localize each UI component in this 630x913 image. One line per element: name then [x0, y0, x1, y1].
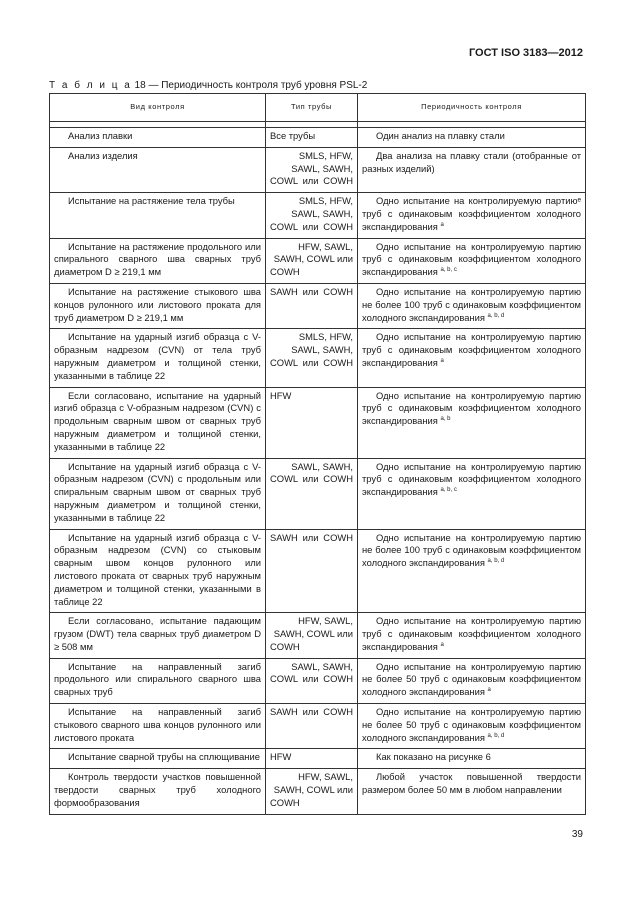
- frequency-cell: [358, 238, 586, 283]
- pipe-type-cell: [266, 749, 358, 769]
- inspection-kind-cell-text: Испытание на растяжение тела трубы: [68, 195, 235, 207]
- document-code: ГОСТ ISO 3183—2012: [468, 47, 583, 59]
- frequency-cell-text: Одно испытание на контролируемую партию труб с одинаковым коэффициентом холодного экспандирования: [362, 240, 581, 278]
- inspection-kind-cell-text: Испытание на направленный загиб продольного или спирального сварного шва сварных труб: [54, 660, 261, 698]
- frequency-cell: [358, 329, 586, 387]
- inspection-kind-cell-text: Если согласовано, испытание падающим грузом (DWT) тела сварных труб диаметром D ≥ 508 мм: [54, 615, 261, 652]
- pipe-type-cell: [266, 613, 358, 658]
- inspection-kind-cell: [50, 283, 266, 328]
- frequency-cell: [358, 458, 586, 529]
- pipe-type-cell-text: SMLS, HFW, SAWL, SAWH, COWL или COWH: [270, 195, 353, 232]
- frequency-cell-text: Один анализ на плавку стали: [376, 130, 505, 141]
- pipe-type-cell: [266, 238, 358, 283]
- table-row: [50, 193, 586, 238]
- frequency-cell-text: Одно испытание на контролируемую партию труб с одинаковым коэффициентом холодного экспандирования: [362, 331, 581, 368]
- pipe-type-cell: [266, 283, 358, 328]
- table-row: [50, 749, 586, 769]
- frequency-cell: [358, 147, 586, 192]
- frequency-cell-text: Одно испытание на контролируемую партиюᵉ труб с одинаковым коэффициентом холодного экспандирования: [362, 195, 581, 232]
- footnote-reference: a, b: [440, 416, 451, 423]
- table-row: [50, 329, 586, 387]
- pipe-type-cell-text: SAWH или COWH: [270, 531, 353, 543]
- inspection-kind-cell-text: Испытание на направленный загиб стыкового сварного шва концов рулонного или листового проката: [54, 706, 261, 743]
- frequency-cell: [358, 193, 586, 238]
- table-header-row: [50, 94, 586, 122]
- frequency-cell: [358, 658, 586, 703]
- inspection-kind-cell: [50, 658, 266, 703]
- frequency-cell: [358, 769, 586, 814]
- pipe-type-cell: [266, 529, 358, 613]
- pipe-type-cell-text: SAWL, SAWH, COWL или COWH: [270, 660, 353, 685]
- table-caption: [49, 80, 367, 91]
- table-row: [50, 613, 586, 658]
- table-row: [50, 769, 586, 814]
- pipe-type-cell: [266, 329, 358, 387]
- table-row: [50, 283, 586, 328]
- pipe-type-cell-text: SMLS, HFW, SAWL, SAWH, COWL или COWH: [270, 331, 353, 368]
- pipe-type-cell: [266, 658, 358, 703]
- inspection-kind-cell: [50, 329, 266, 387]
- table-row: [50, 529, 586, 613]
- footnote-reference: a, b, d: [487, 732, 505, 739]
- pipe-type-cell-text: HFW, SAWL, SAWH, COWL или COWH: [270, 240, 353, 278]
- table-row: [50, 458, 586, 529]
- column-header-frequency: Периодичность контроля: [358, 94, 586, 122]
- inspection-kind-cell: [50, 749, 266, 769]
- frequency-cell-text: Одно испытание на контролируемую партию не более 50 труб с одинаковым коэффициентом холодного экспандирования: [362, 706, 581, 743]
- footnote-reference: a, b, c: [440, 487, 457, 493]
- inspection-kind-cell-text: Испытание на растяжение продольного или спирального сварного шва сварных труб диаметром D ≥ 219,1 мм: [54, 240, 261, 278]
- pipe-type-cell: [266, 147, 358, 192]
- frequency-cell-text: Одно испытание на контролируемую партию не более 50 труб с одинаковым коэффициентом холодного экспандирования: [362, 660, 581, 698]
- footnote-reference: a: [440, 221, 444, 228]
- table-row: [50, 238, 586, 283]
- pipe-type-cell-text: SAWH или COWH: [270, 706, 353, 718]
- frequency-cell-text: Любой участок повышенной твердости размером более 50 мм в любом направлении: [362, 771, 581, 796]
- pipe-type-cell-text: HFW, SAWL, SAWH, COWL или COWH: [270, 615, 353, 652]
- inspection-kind-cell: [50, 613, 266, 658]
- frequency-cell-text: Одно испытание на контролируемую партию труб с одинаковым коэффициентом холодного экспандирования: [362, 460, 581, 498]
- footnote-reference: a, b, d: [487, 312, 505, 319]
- frequency-cell: [358, 529, 586, 613]
- table-row: [50, 658, 586, 703]
- inspection-kind-cell: [50, 193, 266, 238]
- footnote-reference: a: [487, 687, 491, 694]
- pipe-type-cell: [266, 769, 358, 814]
- inspection-kind-cell-text: Испытание сварной трубы на сплющивание: [68, 751, 260, 763]
- pipe-type-cell: [266, 458, 358, 529]
- frequency-cell-text: Одно испытание на контролируемую партию труб с одинаковым коэффициентом холодного экспандирования: [362, 615, 581, 652]
- footnote-reference: a, b, c: [440, 267, 457, 274]
- inspection-frequency-table: [49, 93, 586, 815]
- column-header-pipe-type: Тип трубы: [266, 94, 358, 122]
- pipe-type-cell-text: SMLS, HFW, SAWL, SAWH, COWL или COWH: [270, 149, 353, 187]
- inspection-kind-cell-text: Испытание на ударный изгиб образца с V-образным надрезом (CVN) со стыковым сварным швом концов рулонного или листового проката от сварных труб наружным диаметром и толщиной стенки, указанными в таблице 22: [54, 531, 261, 607]
- inspection-kind-cell-text: Анализ плавки: [68, 130, 133, 141]
- inspection-kind-cell-text: Контроль твердости участков повышенной твердости сварных труб холодного формообразования: [54, 771, 261, 808]
- pipe-type-cell-text: SAWL, SAWH, COWL или COWH: [270, 460, 353, 485]
- inspection-kind-cell: [50, 529, 266, 613]
- pipe-type-cell: [266, 387, 358, 458]
- pipe-type-cell-text: HFW: [270, 389, 292, 401]
- pipe-type-cell-text: HFW: [270, 751, 292, 763]
- frequency-cell-text: Одно испытание на контролируемую партию труб с одинаковым коэффициентом холодного экспандирования: [362, 389, 581, 427]
- table-body: [50, 128, 586, 815]
- table-row: [50, 704, 586, 749]
- pipe-type-cell-text: HFW, SAWL, SAWH, COWL или COWH: [270, 771, 353, 808]
- pipe-type-cell: [266, 128, 358, 148]
- inspection-kind-cell: [50, 147, 266, 192]
- pipe-type-cell-text: Все трубы: [270, 130, 316, 141]
- frequency-cell: [358, 613, 586, 658]
- footnote-reference: a: [440, 357, 444, 364]
- inspection-kind-cell-text: Испытание на ударный изгиб образца с V-образным надрезом (CVN) от тела труб наружным диаметром и толщиной стенки, указанными в таблице 22: [54, 331, 261, 381]
- frequency-cell: [358, 704, 586, 749]
- frequency-cell-text: Одно испытание на контролируемую партию не более 100 труб с одинаковым коэффициентом холодного экспандирования: [362, 531, 581, 569]
- frequency-cell: [358, 749, 586, 769]
- inspection-kind-cell: [50, 769, 266, 814]
- column-header-kind: Вид контроля: [50, 94, 266, 122]
- inspection-kind-cell: [50, 387, 266, 458]
- inspection-kind-cell-text: Если согласовано, испытание на ударный изгиб образца с V-образным надрезом (CVN) с продольным сварным швом от сварных труб наружным диаметром и толщиной стенки, указанными в таблице 22: [54, 389, 261, 452]
- pipe-type-cell: [266, 193, 358, 238]
- footnote-reference: a: [440, 641, 444, 648]
- inspection-kind-cell: [50, 238, 266, 283]
- pipe-type-cell-text: SAWH или COWH: [270, 285, 353, 297]
- inspection-kind-cell-text: Испытание на ударный изгиб образца с V-образным надрезом (CVN) с продольным или спиральным сварным швом от сварных труб наружным диаметром и толщиной стенки, указанными в таблице 22: [54, 460, 261, 523]
- inspection-kind-cell-text: Анализ изделия: [68, 149, 138, 161]
- inspection-kind-cell: [50, 704, 266, 749]
- frequency-cell-text: Одно испытание на контролируемую партию не более 100 труб с одинаковым коэффициентом холодного экспандирования: [362, 285, 581, 323]
- frequency-cell: [358, 283, 586, 328]
- frequency-cell-text: Как показано на рисунке 6: [376, 751, 491, 763]
- pipe-type-cell: [266, 704, 358, 749]
- table-row: [50, 147, 586, 192]
- caption-prefix: Т а б л и ц а: [49, 80, 132, 91]
- footnote-reference: a, b, d: [487, 557, 505, 564]
- page-number: 39: [571, 829, 583, 840]
- inspection-kind-cell: [50, 128, 266, 148]
- frequency-cell-text: Два анализа на плавку стали (отобранные от разных изделий): [362, 149, 581, 174]
- inspection-kind-cell: [50, 458, 266, 529]
- table-row: [50, 387, 586, 458]
- frequency-cell: [358, 128, 586, 148]
- caption-text: 18 — Периодичность контроля труб уровня PSL-2: [131, 80, 368, 91]
- table-row: [50, 128, 586, 148]
- inspection-kind-cell-text: Испытание на растяжение стыкового шва концов рулонного или листового проката для труб диаметром D ≥ 219,1 мм: [54, 285, 261, 323]
- frequency-cell: [358, 387, 586, 458]
